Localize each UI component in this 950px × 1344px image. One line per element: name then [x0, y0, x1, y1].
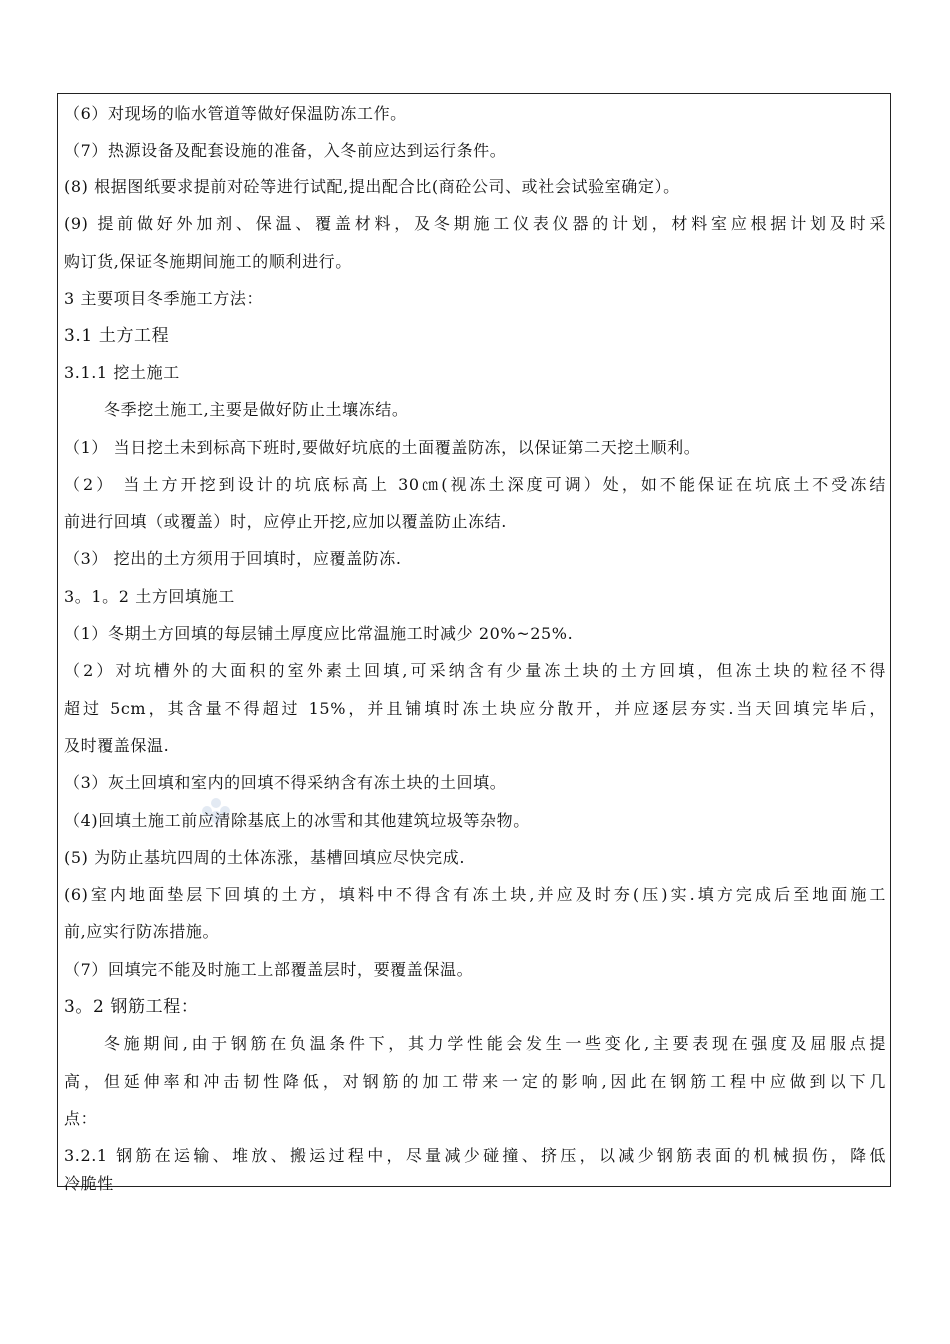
- text-line: （2）对坑槽外的大面积的室外素土回填,可采纳含有少量冻土块的土方回填，但冻土块的粒径不得: [64, 661, 886, 680]
- subsection-heading: 3。1。2 土方回填施工: [64, 587, 235, 606]
- text-line: 冬施期间,由于钢筋在负温条件下，其力学性能会发生一些变化,主要表现在强度及屈服点提: [104, 1034, 886, 1053]
- text-line: （3）灰土回填和室内的回填不得采纳含有冻土块的土回填。: [64, 773, 507, 792]
- text-line: 冷脆性: [64, 1174, 114, 1193]
- subsection-heading: 3.1.1 挖土施工: [64, 363, 180, 382]
- section-heading: 3.1 土方工程: [64, 326, 170, 346]
- text-line: 购订货,保证冬施期间施工的顺利进行。: [64, 252, 352, 271]
- text-line: （4)回填土施工前应清除基底上的冰雪和其他建筑垃圾等杂物。: [64, 811, 530, 830]
- section-heading: 3 主要项目冬季施工方法：: [64, 289, 264, 308]
- text-line: (5) 为防止基坑四周的土体冻涨，基槽回填应尽快完成.: [64, 848, 466, 867]
- text-line: 超过 5cm，其含量不得超过 15%，并且铺填时冻土块应分散开，并应逐层夯实.当天回填完毕后，: [64, 699, 886, 718]
- text-line: 冬季挖土施工,主要是做好防止土壤冻结。: [104, 400, 409, 419]
- text-line: （1） 当日挖土未到标高下班时,要做好坑底的土面覆盖防冻，以保证第二天挖土顺利。: [64, 438, 701, 457]
- text-line: 高，但延伸率和冲击韧性降低，对钢筋的加工带来一定的影响,因此在钢筋工程中应做到以下几: [64, 1072, 886, 1091]
- text-line: 3.2.1 钢筋在运输、堆放、搬运过程中，尽量减少碰撞、挤压，以减少钢筋表面的机械损伤，降低: [64, 1146, 886, 1165]
- section-heading: 3。2 钢筋工程：: [64, 997, 199, 1017]
- text-line: （3） 挖出的土方须用于回填时，应覆盖防冻.: [64, 549, 402, 568]
- text-line: （2） 当土方开挖到设计的坑底标高上 30㎝(视冻土深度可调）处，如不能保证在坑底土不受冻结: [64, 475, 886, 494]
- text-line: （1）冬期土方回填的每层铺土厚度应比常温施工时减少 20%~25%.: [64, 624, 574, 643]
- text-line: 前,应实行防冻措施。: [64, 922, 220, 941]
- text-line: (8) 根据图纸要求提前对砼等进行试配,提出配合比(商砼公司、或社会试验室确定）。: [64, 177, 680, 196]
- text-line: （7）热源设备及配套设施的准备，入冬前应达到运行条件。: [64, 141, 507, 160]
- text-line: 点：: [64, 1109, 98, 1128]
- text-line: （7）回填完不能及时施工上部覆盖层时，要覆盖保温。: [64, 960, 474, 979]
- text-line: (6)室内地面垫层下回填的土方，填料中不得含有冻土块,并应及时夯(压)实.填方完成后至地面施工: [64, 885, 886, 904]
- text-line: (9) 提前做好外加剂、保温、覆盖材料，及冬期施工仪表仪器的计划，材料室应根据计划及时采: [64, 214, 886, 233]
- text-line: 前进行回填（或覆盖）时，应停止开挖,应加以覆盖防止冻结.: [64, 512, 507, 531]
- text-line: （6）对现场的临水管道等做好保温防冻工作。: [64, 104, 407, 123]
- text-line: 及时覆盖保温.: [64, 736, 170, 755]
